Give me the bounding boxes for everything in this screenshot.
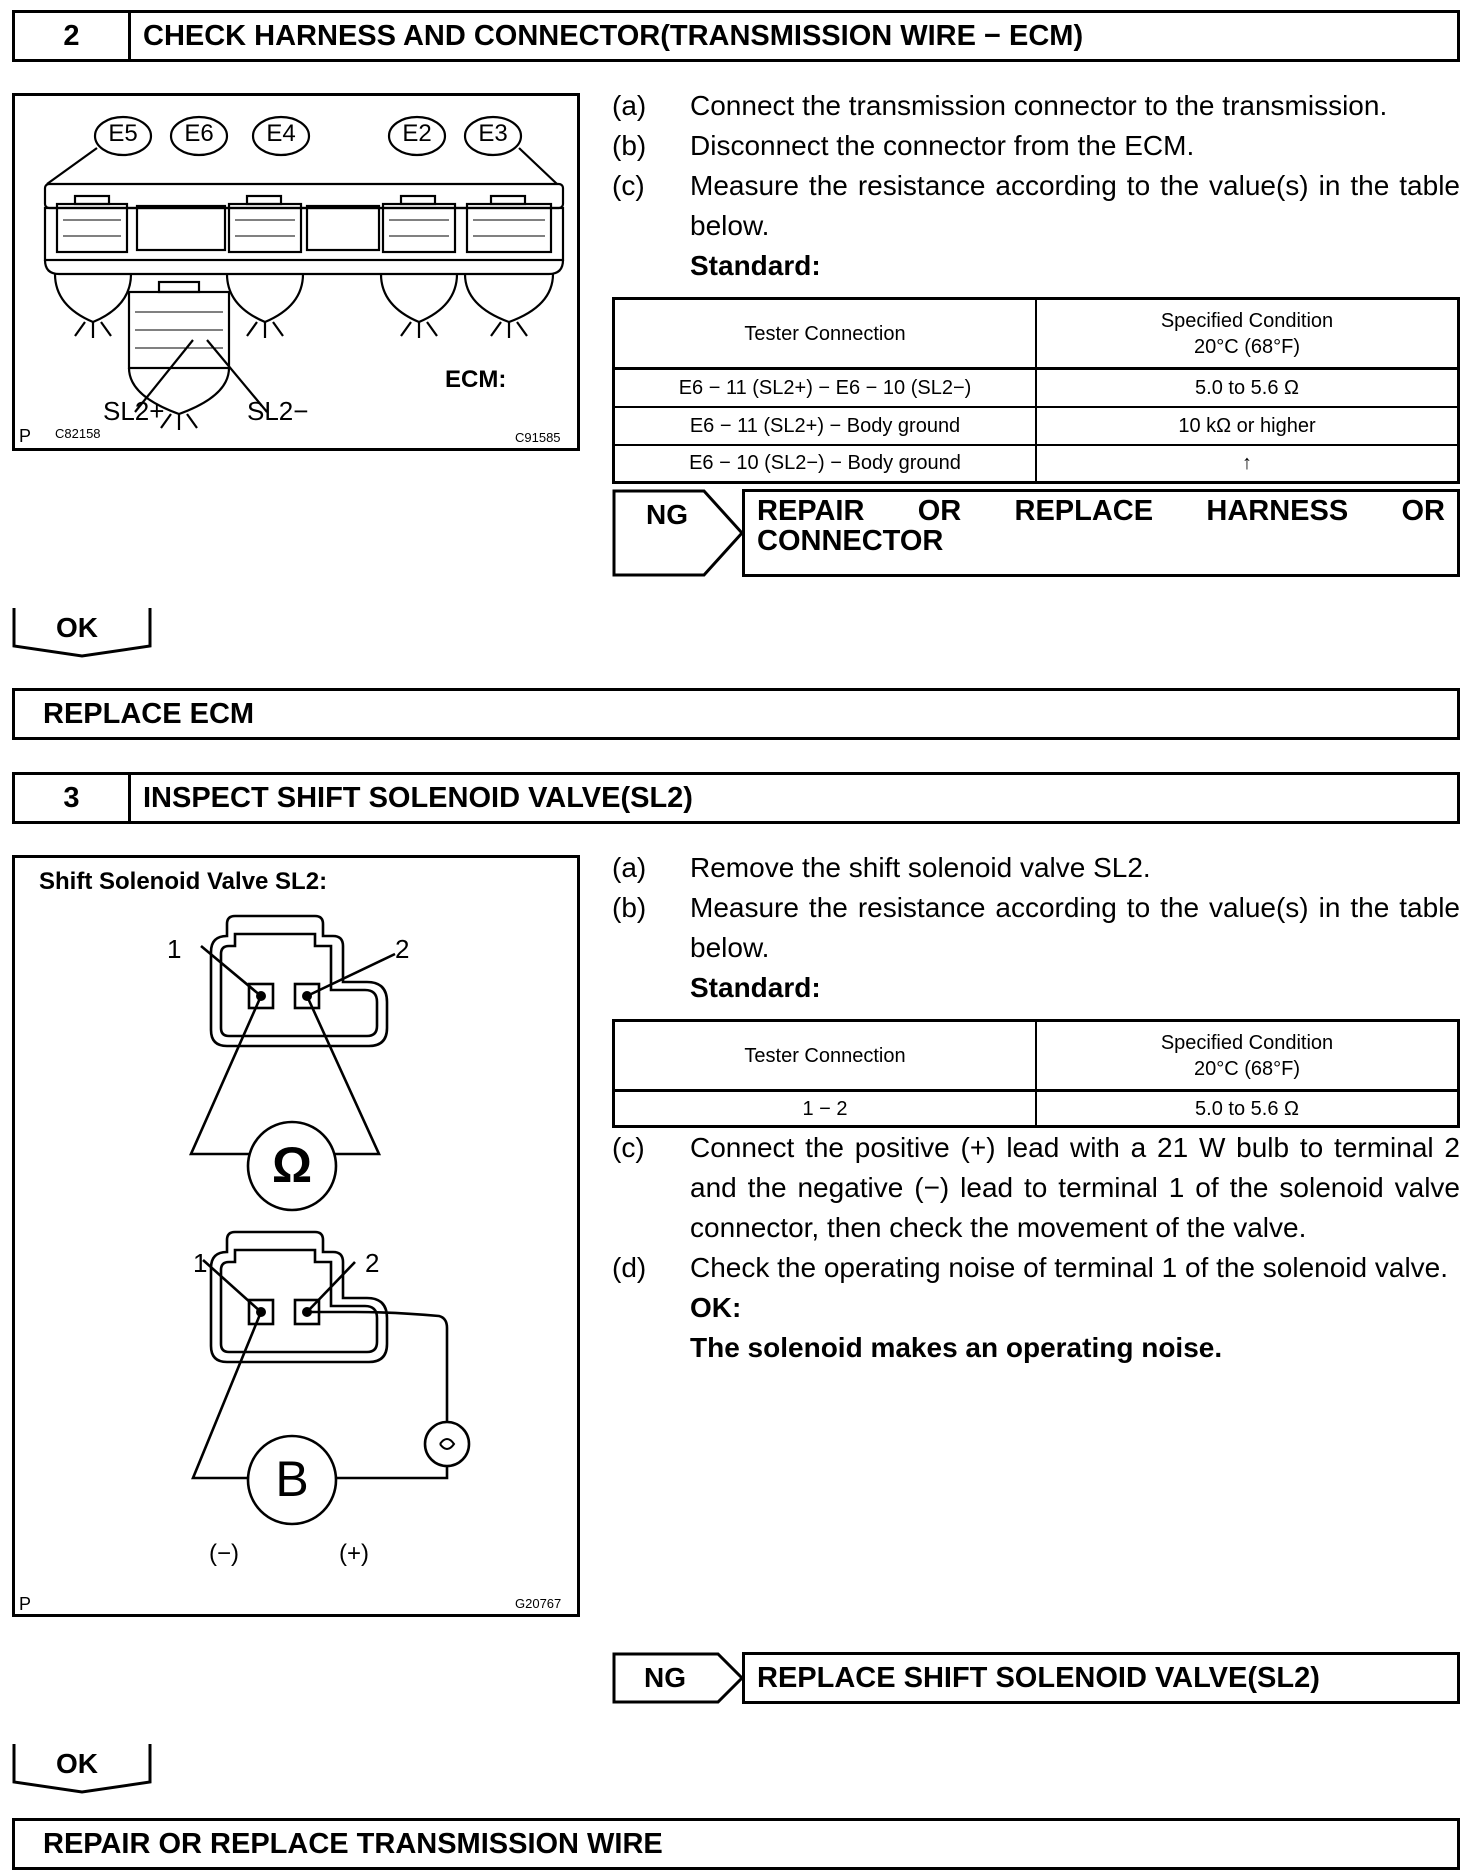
negative-lead-label: (−): [209, 1540, 239, 1567]
instruction-label: (c): [612, 1132, 645, 1163]
instruction-text: Connect the transmission connector to the transmission.: [690, 90, 1388, 121]
step-2-ng-action: [742, 489, 1460, 577]
ng-action-text: REPLACE SHIFT SOLENOID VALVE(SL2): [757, 1662, 1320, 1694]
instruction-d: [612, 1248, 1460, 1288]
standard-label: Standard:: [690, 972, 821, 1003]
ok-label: OK: [56, 612, 98, 643]
instruction-b: [612, 126, 1460, 166]
table-cell-condition: 10 kΩ or higher: [1036, 407, 1459, 445]
step-title: CHECK HARNESS AND CONNECTOR(TRANSMISSION WIRE − ECM): [143, 19, 1084, 52]
instruction-label: (d): [612, 1252, 647, 1283]
terminal-2-label: 2: [365, 1248, 380, 1278]
ok-heading: OK:: [690, 1292, 742, 1323]
connector-label-e3: E3: [478, 120, 508, 147]
instruction-b: [612, 888, 1460, 968]
instruction-text: Measure the resistance according to the value(s) in the table below.: [690, 170, 1460, 241]
connector-label-e6: E6: [184, 120, 214, 147]
table-cell-connection: E6 − 10 (SL2−) − Body ground: [614, 445, 1037, 483]
instruction-text: Measure the resistance according to the value(s) in the table below.: [690, 892, 1460, 963]
table-cell-condition: ↑: [1036, 445, 1459, 483]
terminal-2-label: 2: [395, 934, 410, 964]
ok-label: OK: [56, 1748, 98, 1779]
table-header-condition-line1: Specified Condition: [1160, 309, 1334, 332]
terminal-1-label: 1: [167, 934, 182, 964]
figure-corner-p: P: [19, 426, 32, 446]
table-cell-condition: 5.0 to 5.6 Ω: [1036, 1091, 1459, 1127]
instruction-label: (a): [612, 852, 647, 883]
instruction-label: (a): [612, 90, 647, 121]
table-row: [614, 1091, 1459, 1127]
figure-code-left: C82158: [55, 426, 101, 441]
ng-label: NG: [644, 1662, 686, 1693]
ecm-label: ECM:: [445, 366, 507, 393]
ng-action-line2: CONNECTOR: [757, 525, 944, 557]
step-number: 3: [15, 775, 131, 821]
connector-label-e5: E5: [108, 120, 138, 147]
table-cell-connection: E6 − 11 (SL2+) − Body ground: [614, 407, 1037, 445]
step-2-instructions: [612, 86, 1460, 286]
instruction-a: [612, 848, 1460, 888]
table-header-condition: [1036, 1021, 1459, 1091]
table-header-condition: [1036, 299, 1459, 369]
instruction-text: Remove the shift solenoid valve SL2.: [690, 852, 1151, 883]
ng-label: NG: [646, 499, 688, 530]
instruction-label: (b): [612, 130, 647, 161]
step-number: 2: [15, 13, 131, 59]
step-3-ng-arrow: [612, 1652, 744, 1704]
table-header-tester: Tester Connection: [614, 1021, 1037, 1091]
figure-code-right: C91585: [515, 430, 561, 445]
step-title: INSPECT SHIFT SOLENOID VALVE(SL2): [143, 781, 693, 814]
instruction-text: Connect the positive (+) lead with a 21 W bulb to terminal 2 and the negative (−) lead to terminal 1 of the solenoid valve connector, then check the movement of the valve.: [690, 1132, 1460, 1243]
instruction-text: Disconnect the connector from the ECM.: [690, 130, 1195, 161]
ecm-connector-figure: [12, 93, 580, 451]
figure-corner-p: P: [19, 1594, 32, 1614]
standard-label: Standard:: [690, 250, 821, 281]
ng-action-line1: [757, 496, 1445, 526]
table-row: [614, 407, 1459, 445]
step-2-ok-action: REPLACE ECM: [12, 688, 1460, 740]
step-3-ok-arrow: [12, 1742, 152, 1794]
table-header-tester: Tester Connection: [614, 299, 1037, 369]
step-2-header: [12, 10, 1460, 62]
ohmmeter-symbol: Ω: [271, 1137, 313, 1193]
battery-symbol: B: [275, 1451, 309, 1507]
step-3-ng-action: [742, 1652, 1460, 1704]
step-3-ok-action: REPAIR OR REPLACE TRANSMISSION WIRE: [12, 1818, 1460, 1870]
instruction-label: (b): [612, 892, 647, 923]
instruction-c: [612, 1128, 1460, 1248]
table-header-condition-line2: 20°C (68°F): [1193, 1057, 1301, 1080]
positive-lead-label: (+): [339, 1540, 369, 1567]
table-row: [614, 445, 1459, 483]
connector-label-e4: E4: [266, 120, 296, 147]
step-3-spec-table: [612, 1019, 1460, 1128]
step-2-spec-table: [612, 297, 1460, 484]
ng-action-word: REPAIR: [757, 495, 865, 527]
table-cell-connection: E6 − 11 (SL2+) − E6 − 10 (SL2−): [614, 369, 1037, 407]
step-2-ng-arrow: [612, 489, 744, 577]
step-2-ok-arrow: [12, 606, 152, 658]
sl2-minus-label: SL2−: [247, 396, 309, 426]
instruction-label: (c): [612, 170, 645, 201]
ng-action-word: REPLACE: [1014, 495, 1154, 527]
step-3-instructions-cd: [612, 1128, 1460, 1368]
instruction-c: [612, 166, 1460, 246]
figure-code: G20767: [515, 1596, 562, 1611]
connector-label-e2: E2: [402, 120, 432, 147]
table-header-condition-line2: 20°C (68°F): [1193, 335, 1301, 358]
instruction-text: Check the operating noise of terminal 1 of the solenoid valve.: [690, 1252, 1449, 1283]
step-3-instructions-ab: [612, 848, 1460, 1008]
terminal-1-label: 1: [193, 1248, 208, 1278]
instruction-a: [612, 86, 1460, 126]
sl2-plus-label: SL2+: [103, 396, 165, 426]
ng-action-word: HARNESS: [1206, 495, 1349, 527]
table-cell-condition: 5.0 to 5.6 Ω: [1036, 369, 1459, 407]
table-cell-connection: 1 − 2: [614, 1091, 1037, 1127]
ng-action-word: OR: [917, 495, 962, 527]
table-row: [614, 369, 1459, 407]
solenoid-valve-figure: [12, 855, 580, 1617]
step-3-header: [12, 772, 1460, 824]
table-header-condition-line1: Specified Condition: [1160, 1031, 1334, 1054]
ng-action-word: OR: [1401, 495, 1445, 527]
ok-result: The solenoid makes an operating noise.: [690, 1332, 1223, 1363]
figure-title: Shift Solenoid Valve SL2:: [39, 868, 328, 895]
